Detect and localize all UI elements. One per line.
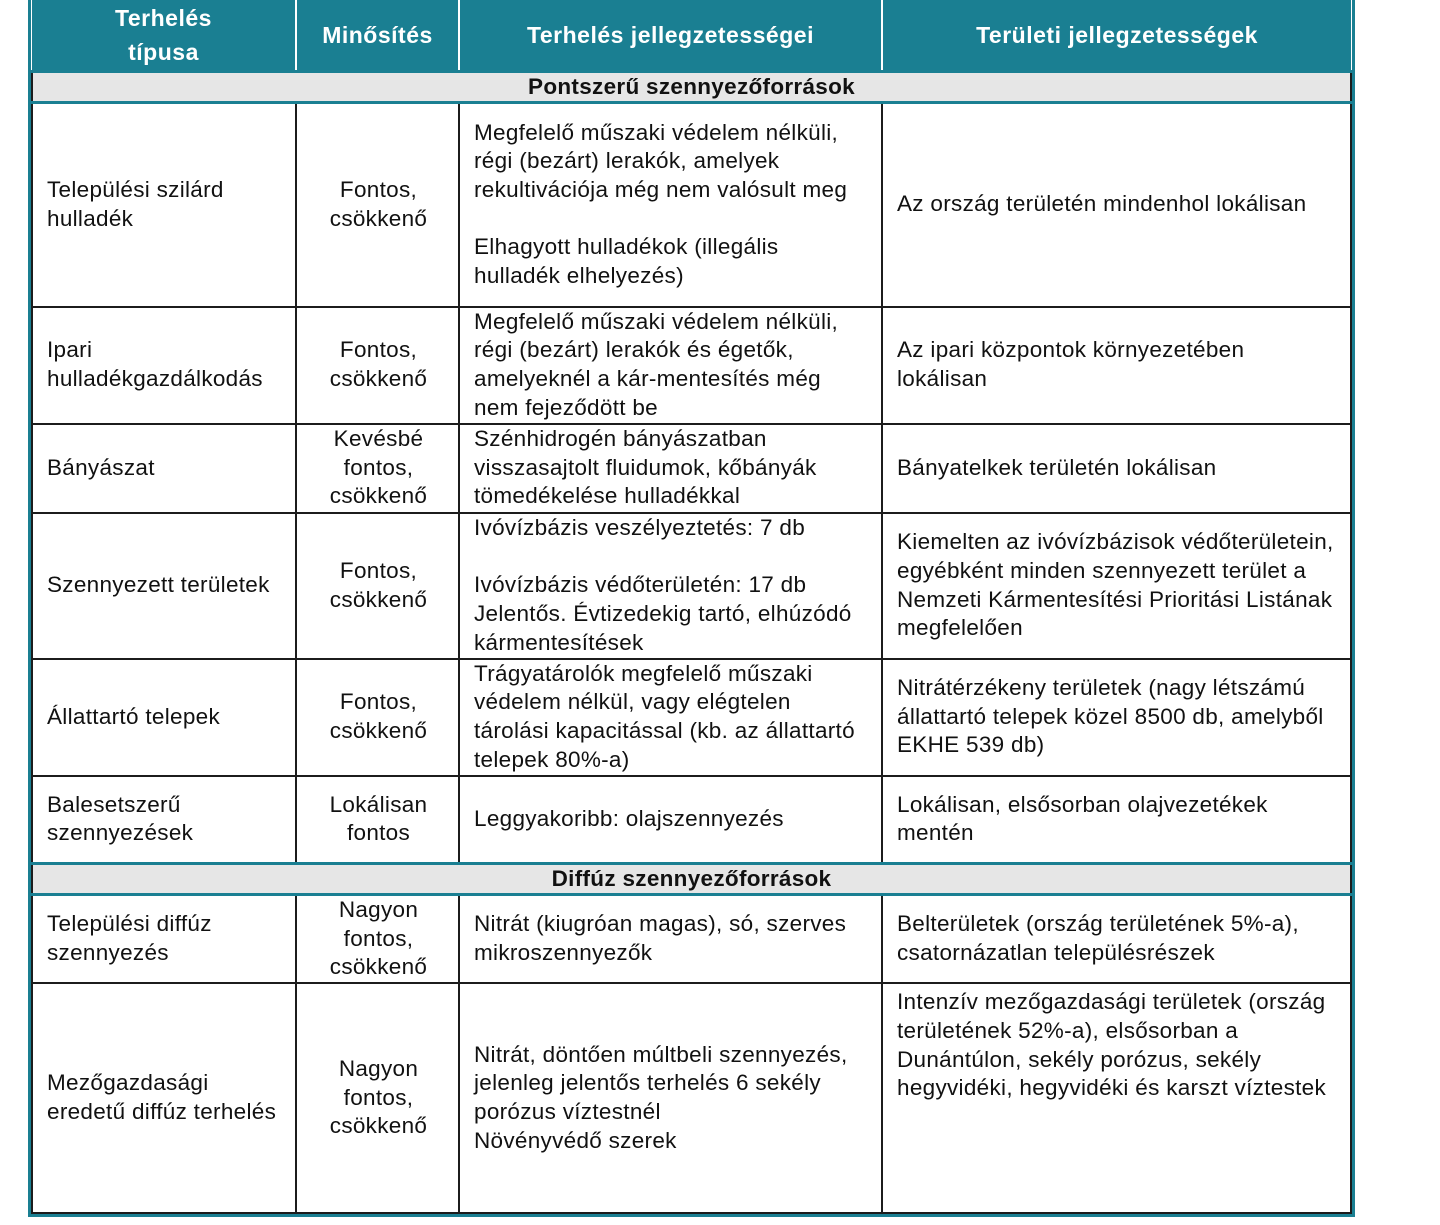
cell-rating: Fontos, csökkenő xyxy=(296,103,459,307)
section-title-diffuse: Diffúz szennyezőforrások xyxy=(32,864,1351,895)
cell-area: Az ország területén mindenhol lokálisan xyxy=(882,103,1351,307)
pollution-sources-table xyxy=(28,0,1355,1217)
section-title-point: Pontszerű szennyezőforrások xyxy=(32,72,1351,103)
section-row-point xyxy=(32,72,1351,103)
cell-type: Ipari hulladékgazdálkodás xyxy=(32,307,296,424)
cell-features-part-b: Elhagyott hulladékok (illegális hulladék elhelyezés) xyxy=(474,234,779,289)
cell-rating: Nagyon fontos, csökkenő xyxy=(296,983,459,1213)
header-load-features: Terhelés jellegzetességei xyxy=(459,0,882,72)
cell-features: Megfelelő műszaki védelem nélküli, régi (bezárt) lerakók és égetők, amelyeknél a kár-mentesítés még nem fejeződött be xyxy=(459,307,882,424)
table-row xyxy=(32,776,1351,864)
section-row-diffuse xyxy=(32,864,1351,895)
cell-rating: Lokálisan fontos xyxy=(296,776,459,864)
cell-area: Intenzív mezőgazdasági területek (ország területének 52%-a), elsősorban a Dunántúlon, sekély porózus, sekély hegyvidéki, hegyvidéki és karszt víztestek xyxy=(882,983,1351,1213)
cell-rating: Kevésbé fontos, csökkenő xyxy=(296,424,459,513)
table-row xyxy=(32,424,1351,513)
cell-area: Belterületek (ország területének 5%-a), csatornázatlan településrészek xyxy=(882,895,1351,984)
table-row xyxy=(32,895,1351,984)
cell-area: Lokálisan, elsősorban olajvezetékek mentén xyxy=(882,776,1351,864)
cell-features-part-b: Növényvédő szerek xyxy=(474,1127,677,1153)
cell-features: Trágyatárolók megfelelő műszaki védelem nélkül, vagy elégtelen tárolási kapacitással (kb. az állattartó telepek 80%-a) xyxy=(459,659,882,776)
table-row xyxy=(32,983,1351,1213)
table-row xyxy=(32,103,1351,307)
data-table xyxy=(31,0,1352,1214)
cell-rating: Fontos, csökkenő xyxy=(296,307,459,424)
cell-type: Állattartó telepek xyxy=(32,659,296,776)
cell-features: Szénhidrogén bányászatban visszasajtolt fluidumok, kőbányák tömedékelése hulladékkal xyxy=(459,424,882,513)
cell-area: Bányatelkek területén lokálisan xyxy=(882,424,1351,513)
cell-features-part-a: Megfelelő műszaki védelem nélküli, régi (bezárt) lerakók, amelyek rekultivációja még nem valósult meg xyxy=(474,119,848,203)
cell-features: Leggyakoribb: olajszennyezés xyxy=(459,776,882,864)
cell-rating: Fontos, csökkenő xyxy=(296,513,459,659)
cell-type: Települési diffúz szennyezés xyxy=(32,895,296,984)
cell-features-part-a: Ivóvízbázis veszélyeztetés: 7 db xyxy=(474,514,806,540)
header-row xyxy=(32,0,1351,72)
table-row xyxy=(32,513,1351,659)
cell-features: Nitrát (kiugróan magas), só, szerves mikroszennyezők xyxy=(459,895,882,984)
cell-features xyxy=(459,103,882,307)
cell-area: Kiemelten az ivóvízbázisok védőterületein, egyébként minden szennyezett terület a Nemzeti Kármentesítési Prioritási Listának megfelelően xyxy=(882,513,1351,659)
cell-type: Települési szilárd hulladék xyxy=(32,103,296,307)
cell-features-part-b: Ivóvízbázis védőterületén: 17 db Jelentős. Évtizedekig tartó, elhúzódó kármentesítések xyxy=(474,572,852,655)
header-rating: Minősítés xyxy=(296,0,459,72)
cell-type: Balesetszerű szennyezések xyxy=(32,776,296,864)
cell-type: Mezőgazdasági eredetű diffúz terhelés xyxy=(32,983,296,1213)
cell-features-part-a: Nitrát, döntően múltbeli szennyezés, jelenleg jelentős terhelés 6 sekély porózus víztestnél xyxy=(474,1041,848,1125)
cell-area: Nitrátérzékeny területek (nagy létszámú állattartó telepek közel 8500 db, amelyből EKHE 539 db) xyxy=(882,659,1351,776)
cell-rating: Fontos, csökkenő xyxy=(296,659,459,776)
header-load-type: Terhelés típusa xyxy=(32,0,296,72)
cell-rating: Nagyon fontos, csökkenő xyxy=(296,895,459,984)
table-row xyxy=(32,307,1351,424)
cell-type: Bányászat xyxy=(32,424,296,513)
header-area-features: Területi jellegzetességek xyxy=(882,0,1351,72)
cell-area: Az ipari központok környezetében lokálisan xyxy=(882,307,1351,424)
cell-type: Szennyezett területek xyxy=(32,513,296,659)
cell-features xyxy=(459,513,882,659)
cell-features xyxy=(459,983,882,1213)
table-row xyxy=(32,659,1351,776)
